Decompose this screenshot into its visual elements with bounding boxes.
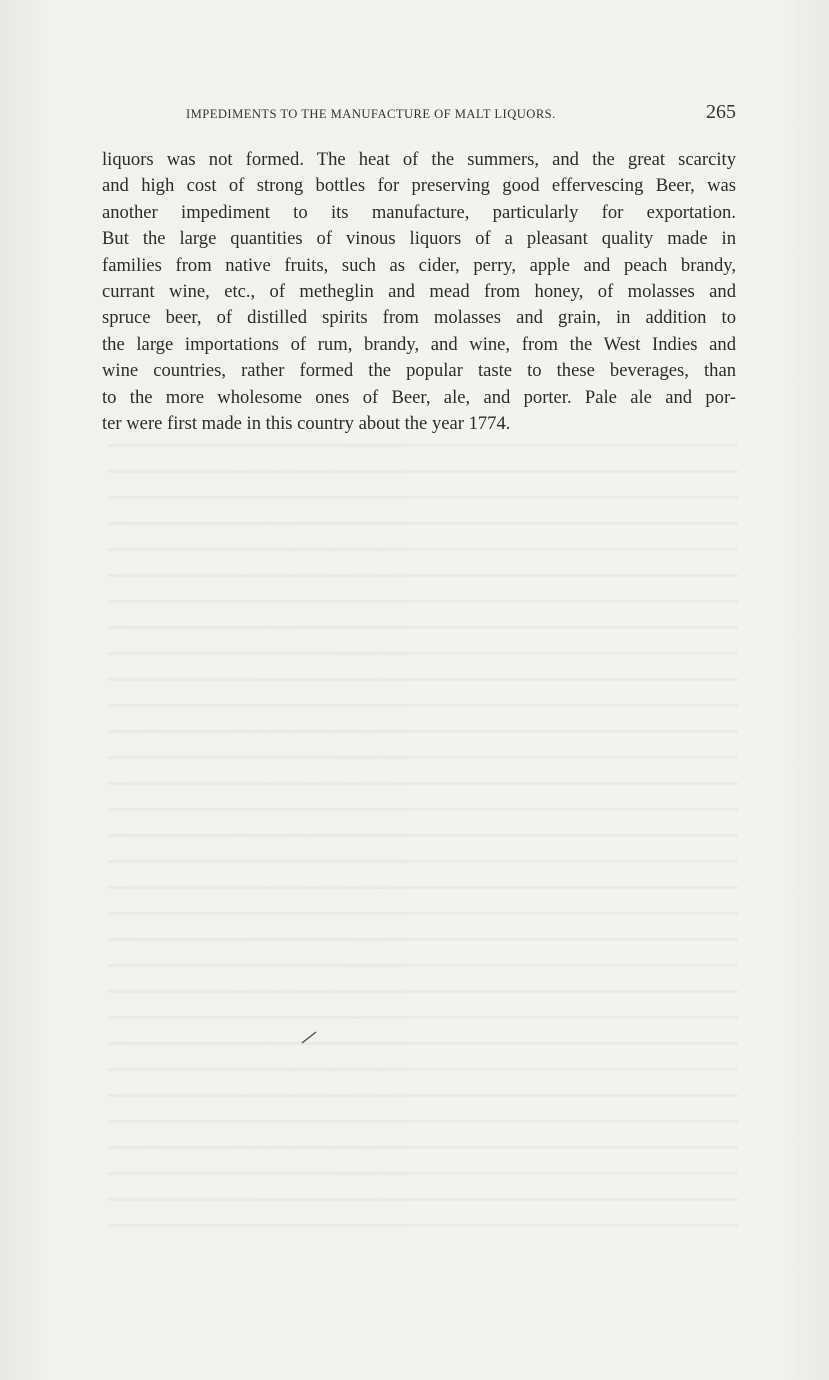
stray-pencil-mark: [300, 1030, 318, 1044]
text-line: But the large quantities of vinous liquors of a pleasant quality made in: [102, 228, 736, 250]
body-paragraph: [102, 147, 736, 437]
text-line: to the more wholesome ones of Beer, ale, and porter. Pale ale and por-: [102, 386, 736, 408]
text-line: ter were first made in this country about the year 1774.: [102, 412, 511, 434]
page-number: 265: [706, 101, 736, 123]
text-line: spruce beer, of distilled spirits from molasses and grain, in addition to: [102, 307, 736, 329]
running-title: IMPEDIMENTS TO THE MANUFACTURE OF MALT LIQUORS.: [186, 107, 556, 121]
text-line: families from native fruits, such as cider, perry, apple and peach brandy,: [102, 254, 736, 276]
text-line: the large importations of rum, brandy, and wine, from the West Indies and: [102, 333, 736, 355]
text-line: and high cost of strong bottles for preserving good effervescing Beer, was: [102, 175, 736, 197]
text-line: currant wine, etc., of metheglin and mead from honey, of molasses and: [102, 280, 736, 302]
text-line: liquors was not formed. The heat of the summers, and the great scarcity: [102, 149, 736, 170]
text-line: another impediment to its manufacture, particularly for exportation.: [102, 201, 736, 223]
text-line: wine countries, rather formed the popular taste to these beverages, than: [102, 360, 736, 382]
show-through-texture: [108, 430, 738, 1230]
running-head: [186, 103, 736, 127]
